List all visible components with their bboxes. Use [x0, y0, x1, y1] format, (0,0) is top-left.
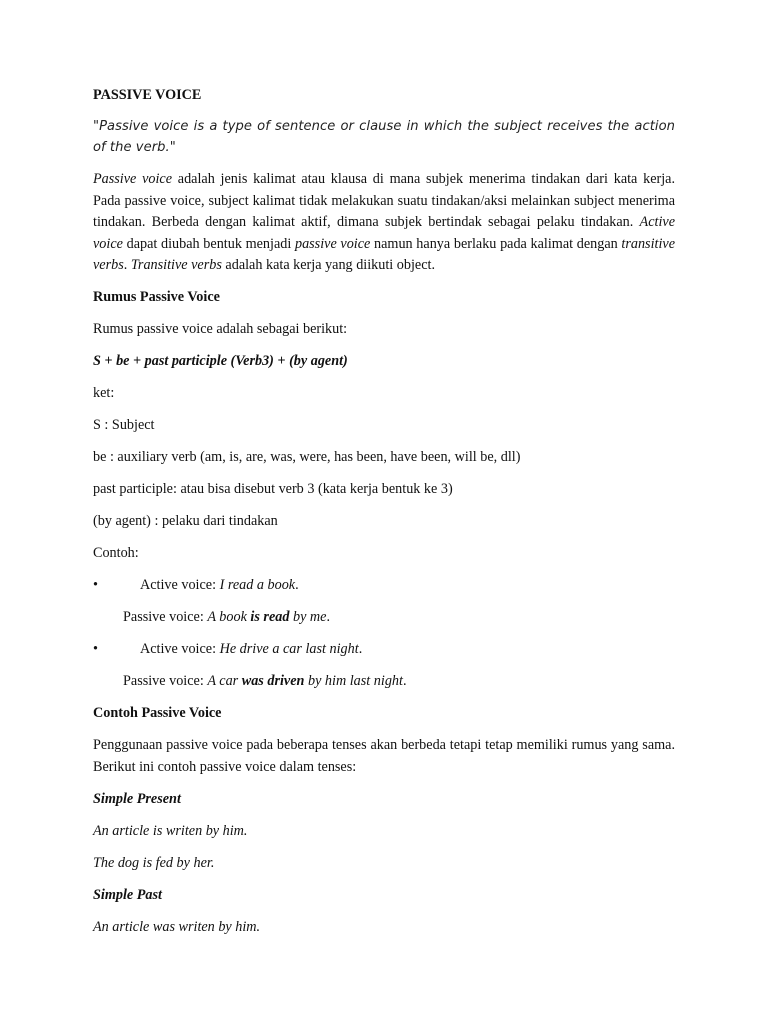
passive-agent: by me: [289, 609, 327, 625]
passive-verb: is read: [250, 609, 290, 625]
document-body: [93, 85, 675, 949]
ket-past-participle: past participle: atau bisa disebut verb 3 (kata kerja bentuk ke 3): [93, 481, 453, 497]
intro-text-2: dapat diubah bentuk menjadi: [122, 235, 295, 252]
example-1-passive: [93, 607, 675, 629]
intro-text-3: namun hanya berlaku pada kalimat dengan: [370, 235, 622, 252]
term-transitive-verbs: transitive verbs: [93, 235, 675, 273]
example-2-active-text: [140, 639, 362, 661]
simple-present-example-1: An article is writen by him.: [93, 822, 248, 839]
term-transitive-verbs-2: Transitive verbs: [130, 257, 222, 273]
example-1-active: [93, 575, 675, 597]
intro-text-4: .: [123, 257, 131, 273]
intro-text-5: adalah kata kerja yang diikuti object.: [221, 257, 435, 273]
active-label: Active voice:: [140, 641, 220, 657]
active-sentence: I read a book: [219, 577, 296, 593]
example-1-active-text: [140, 575, 299, 597]
rumus-heading: Rumus Passive Voice: [93, 289, 220, 305]
simple-past-example-1: An article was writen by him.: [93, 918, 261, 935]
passive-verb: was driven: [241, 673, 305, 689]
contoh-label: Contoh:: [93, 545, 139, 561]
contoh-heading: Contoh Passive Voice: [93, 705, 222, 721]
passive-agent: by him last night: [304, 673, 403, 689]
passive-subject: A car: [207, 673, 242, 689]
period: .: [295, 577, 299, 593]
contoh-intro: Penggunaan passive voice pada beberapa tenses akan berbeda tetapi tetap memiliki rumus yang sama. Berikut ini contoh passive voice dalam tenses:: [93, 737, 675, 775]
document-title: PASSIVE VOICE: [93, 87, 202, 103]
active-label: Active voice:: [140, 577, 220, 593]
active-sentence: He drive a car last night: [219, 641, 359, 657]
term-passive-voice-2: passive voice: [294, 235, 371, 252]
example-2-active: [93, 639, 675, 661]
bullet-icon: •: [93, 577, 98, 593]
ket-be: be : auxiliary verb (am, is, are, was, were, has been, have been, will be, dll): [93, 449, 521, 465]
period: .: [358, 641, 363, 657]
ket-label: ket:: [93, 385, 115, 401]
term-passive-voice: Passive voice: [93, 171, 173, 187]
ket-agent: (by agent) : pelaku dari tindakan: [93, 513, 278, 529]
period: .: [326, 609, 331, 625]
intro-text-1: adalah jenis kalimat atau klausa di mana subjek menerima tindakan dari kata kerja. Pada passive voice, subject kalimat tidak melakukan suatu tindakan/aksi melainkan subject menerima tindakan. Berbeda dengan kalimat aktif, dimana subjek bertindak sebagai pelaku tindakan.: [93, 171, 676, 230]
passive-label: Passive voice:: [123, 673, 208, 689]
simple-past-heading: Simple Past: [93, 886, 162, 903]
intro-paragraph: [93, 169, 675, 277]
ket-subject: S : Subject: [93, 417, 155, 433]
definition-quote: "Passive voice is a type of sentence or clause in which the subject receives the action of the verb.": [93, 118, 675, 155]
passive-subject: A book: [207, 609, 251, 625]
formula: S + be + past participle (Verb3) + (by agent): [93, 353, 348, 369]
simple-present-heading: Simple Present: [93, 790, 181, 807]
rumus-intro: Rumus passive voice adalah sebagai berikut:: [93, 321, 348, 337]
period: .: [402, 673, 407, 689]
example-2-passive: [93, 671, 675, 693]
passive-label: Passive voice:: [123, 609, 208, 625]
term-active-voice: Active voice: [93, 214, 675, 252]
simple-present-example-2: The dog is fed by her.: [93, 854, 215, 871]
bullet-icon: •: [93, 641, 98, 657]
